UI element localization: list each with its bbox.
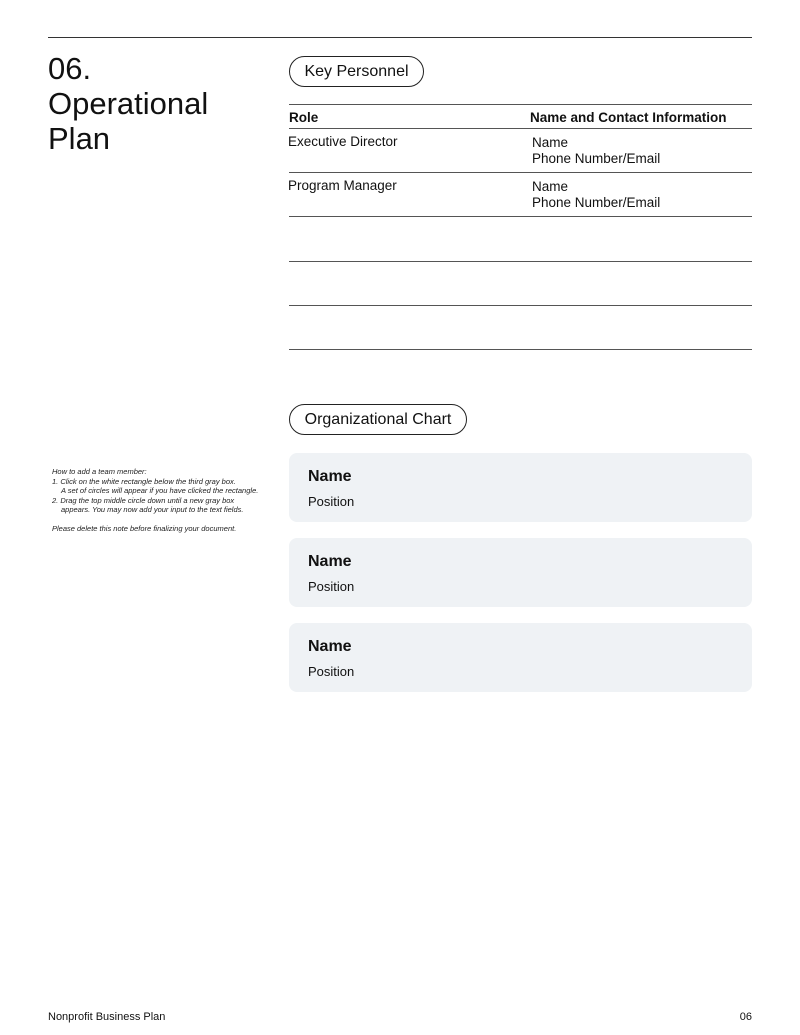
- row-role[interactable]: Program Manager: [288, 178, 397, 193]
- page-title: [48, 51, 208, 156]
- row-contact[interactable]: Phone Number/Email: [532, 195, 661, 210]
- org-chart-label: Organizational Chart: [289, 404, 467, 435]
- title-line-2: Plan: [48, 121, 111, 156]
- card-name[interactable]: Name: [308, 468, 352, 485]
- note-step: 1. Click on the white rectangle below the third gray box.: [52, 476, 236, 486]
- note-step: 2. Drag the top middle circle down until a new gray box: [52, 495, 235, 505]
- row-contact[interactable]: Phone Number/Email: [532, 151, 661, 166]
- title-line-1: Operational: [48, 86, 209, 121]
- note-step: appears. You may now add your input to the text fields.: [61, 505, 244, 514]
- section-number: 06.: [48, 51, 92, 86]
- header-role: Role: [289, 110, 319, 125]
- org-card[interactable]: [289, 538, 752, 607]
- note-heading: How to add a team member:: [52, 467, 147, 476]
- org-card[interactable]: [289, 453, 752, 522]
- row-line: [289, 172, 752, 173]
- card-name[interactable]: Name: [308, 638, 352, 655]
- card-position[interactable]: Position: [308, 579, 355, 594]
- table-top-line: [289, 104, 752, 105]
- org-card[interactable]: [289, 623, 752, 692]
- top-divider: [48, 37, 752, 38]
- row-line: [289, 216, 752, 217]
- empty-row-line: [289, 349, 752, 350]
- empty-row-line: [289, 261, 752, 262]
- row-name[interactable]: Name: [532, 179, 569, 194]
- page-number: 06: [739, 1011, 752, 1023]
- row-name[interactable]: Name: [532, 135, 569, 150]
- footer-doc-title: Nonprofit Business Plan: [48, 1011, 166, 1023]
- empty-row-line: [289, 305, 752, 306]
- instruction-note: [52, 467, 282, 533]
- card-name[interactable]: Name: [308, 553, 352, 570]
- header-line: [289, 128, 752, 129]
- card-position[interactable]: Position: [308, 664, 355, 679]
- key-personnel-label: Key Personnel: [289, 56, 424, 87]
- card-position[interactable]: Position: [308, 494, 355, 509]
- row-role[interactable]: Executive Director: [288, 134, 398, 149]
- note-step: A set of circles will appear if you have clicked the rectangle.: [61, 486, 259, 495]
- note-footer: Please delete this note before finalizing your document.: [52, 523, 237, 533]
- header-contact: Name and Contact Information: [530, 110, 727, 125]
